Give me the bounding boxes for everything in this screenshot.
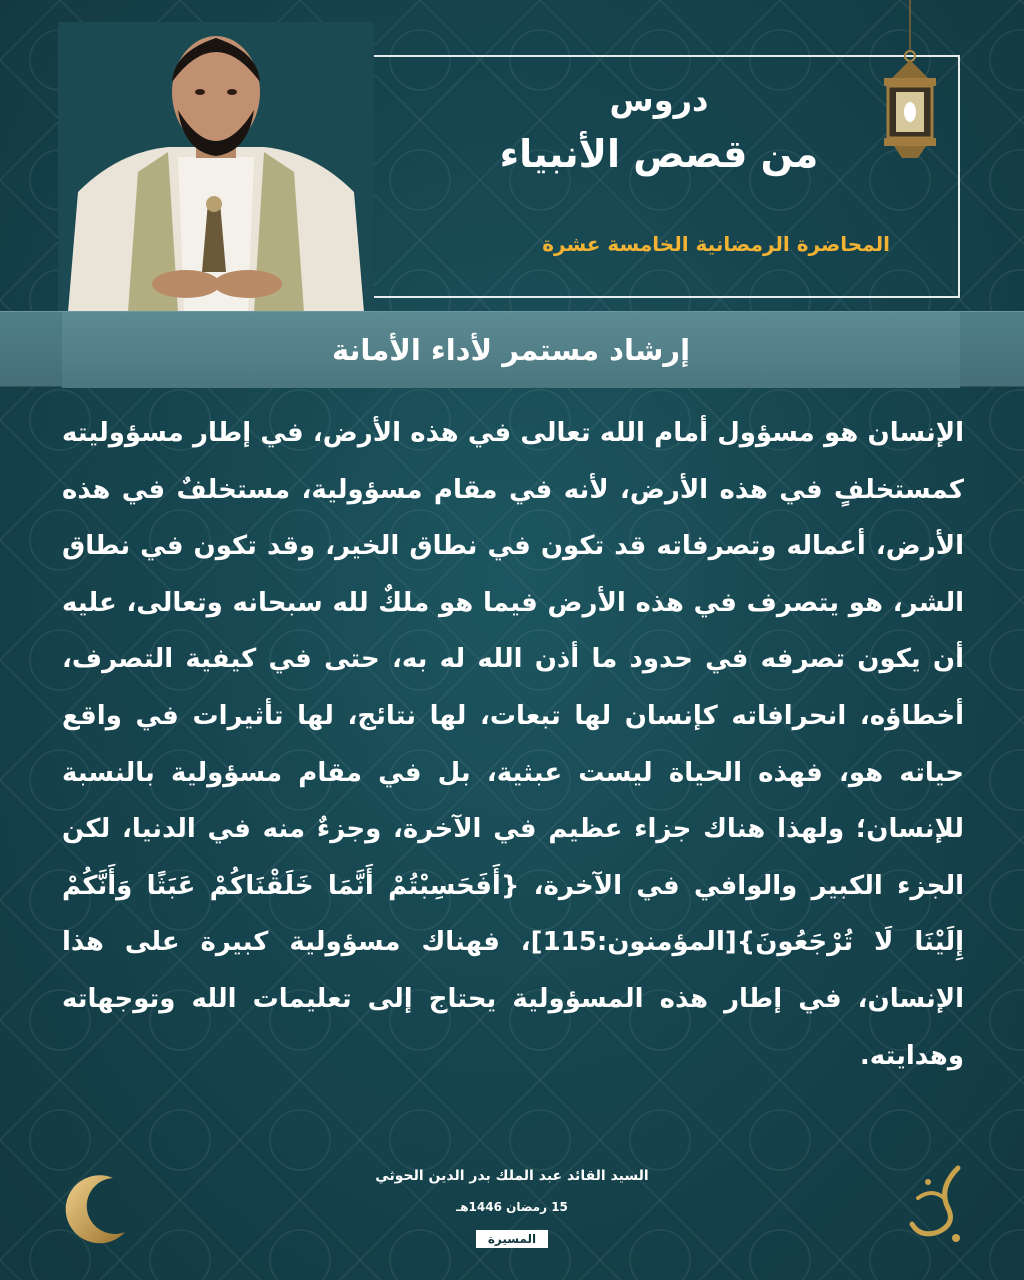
lantern-icon bbox=[870, 0, 950, 170]
ramadan-calligraphy-logo bbox=[898, 1158, 976, 1248]
banner-heading: إرشاد مستمر لأداء الأمانة bbox=[331, 333, 691, 367]
heading-banner bbox=[0, 311, 1024, 387]
lecture-subtitle: المحاضرة الرمضانية الخامسة عشرة bbox=[542, 232, 890, 256]
speaker-portrait bbox=[58, 22, 374, 312]
heading-banner-box bbox=[62, 312, 960, 388]
title-line-2: من قصص الأنبياء bbox=[499, 131, 819, 176]
lecture-date: 15 رمضان 1446هـ bbox=[456, 1200, 568, 1214]
title-block bbox=[494, 80, 824, 183]
crescent-moon-icon bbox=[55, 1170, 135, 1250]
title-line-1: دروس bbox=[609, 81, 709, 119]
almasirah-logo: المسيرة bbox=[476, 1230, 548, 1248]
speaker-name: السيد القائد عبد الملك بدر الدين الحوثي bbox=[375, 1168, 649, 1184]
body-paragraph: الإنسان هو مسؤول أمام الله تعالى في هذه الأرض، في إطار مسؤوليته كمستخلفٍ في هذه الأرض، لأنه في مقام مسؤولية، مستخلفٌ في هذه الأرض، أعماله وتصرفاته قد تكون في نطاق الخير، وقد تكون في نطاق الشر، هو يتصرف في هذه الأرض فيما هو ملكٌ لله سبحانه وتعالى، عليه أن يكون تصرفه في حدود ما أذن الله له به، حتى في كيفية التصرف، أخطاؤه، انحرافاته كإنسان لها تبعات، لها نتائج، لها تأثيرات في واقع حياته هو، فهذه الحياة ليست عبثية، بل في مقام مسؤولية بالنسبة للإنسان؛ ولهذا هناك جزاء عظيم في الآخرة، وجزءٌ منه في الدنيا، لكن الجزء الكبير والوافي في الآخرة، {أَفَحَسِبْتُمْ أَنَّمَا خَلَقْنَاكُمْ عَبَثًا وَأَنَّكُمْ إِلَيْنَا لَا تُرْجَعُونَ}[المؤمنون:115]، فهناك مسؤولية كبيرة على هذا الإنسان، في إطار هذه المسؤولية يحتاج إلى تعليمات الله وتوجهاته وهدايته. bbox=[62, 418, 965, 1071]
